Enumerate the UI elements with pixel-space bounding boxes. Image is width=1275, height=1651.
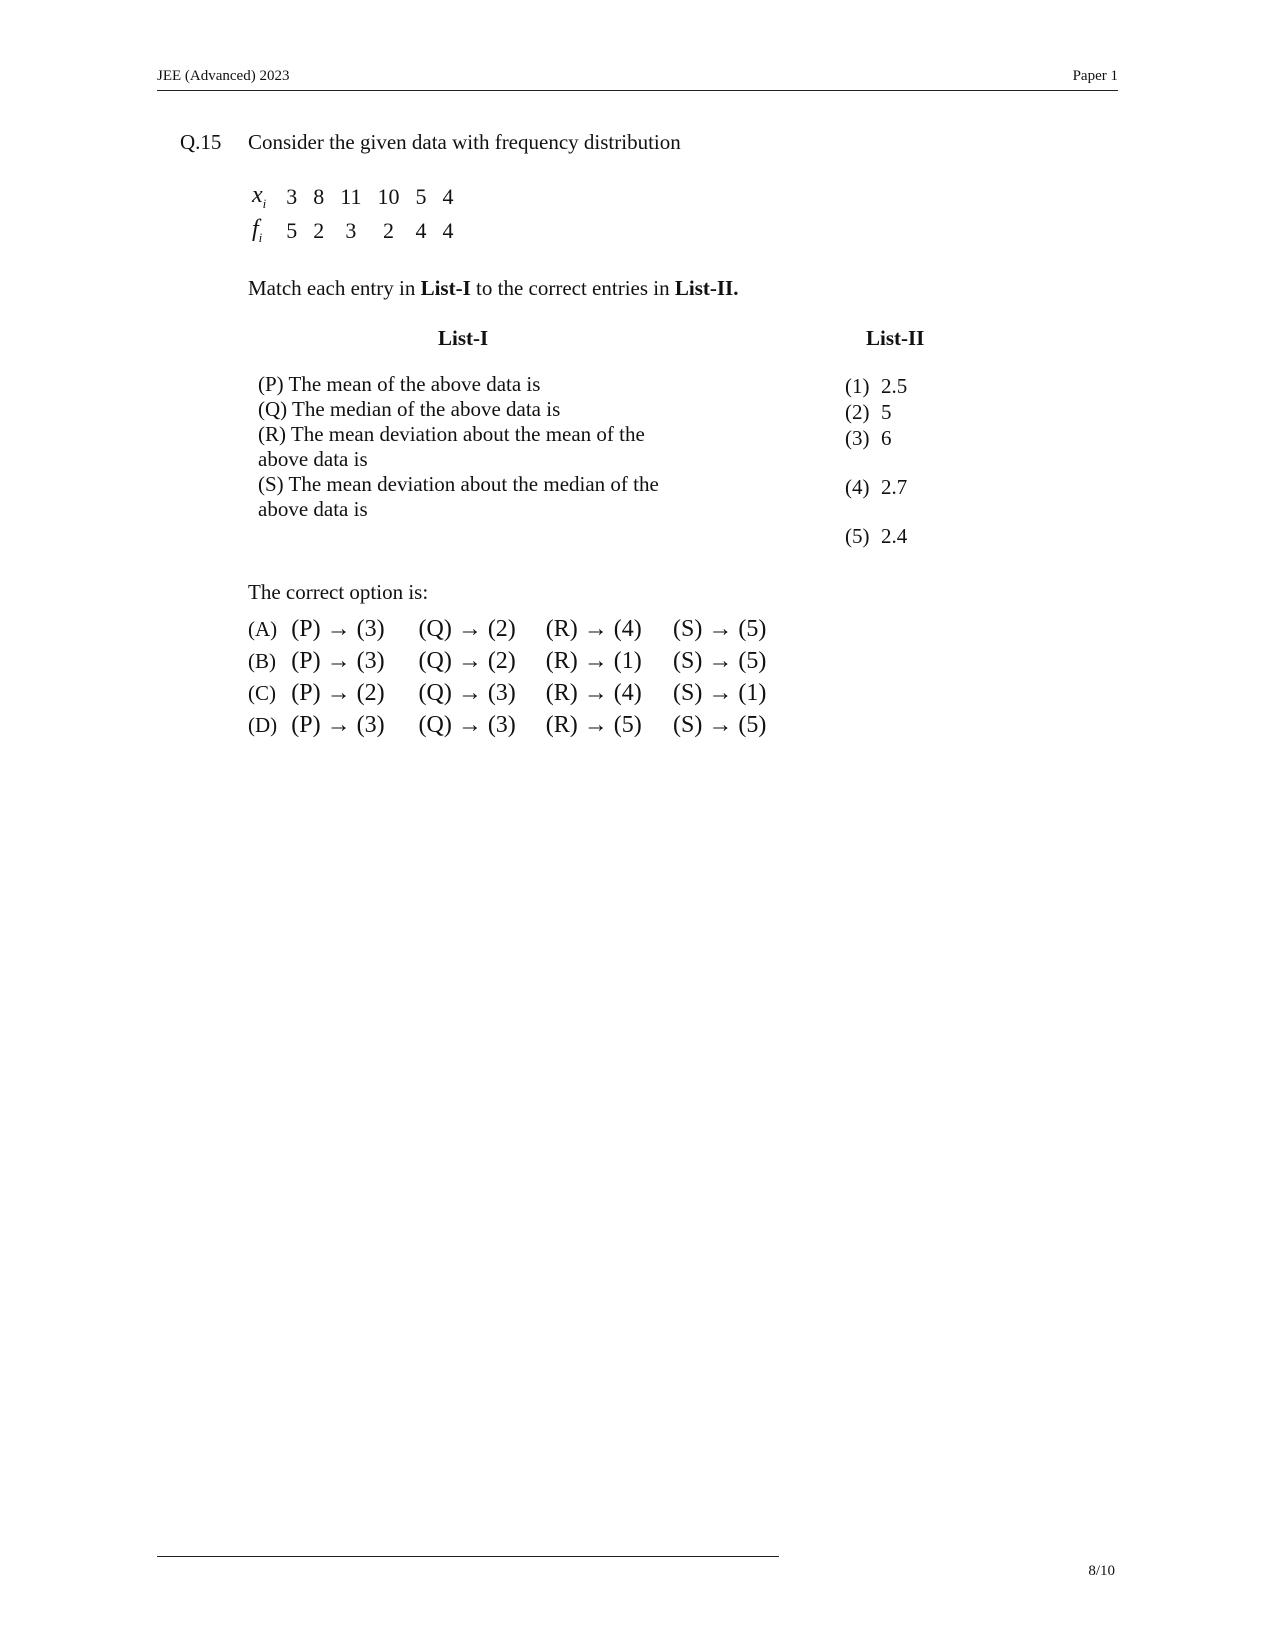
option-pair: (S) → (1) xyxy=(673,680,767,706)
option-label: (C) xyxy=(248,681,276,705)
x-value: 3 xyxy=(286,184,298,209)
x-value: 5 xyxy=(415,184,427,209)
x-value: 8 xyxy=(313,184,325,209)
option-a[interactable] xyxy=(248,613,795,645)
x-label: $x_i$ xyxy=(252,182,267,211)
option-pair: (S) → (5) xyxy=(673,648,767,674)
list1-item-q: (Q) The median of the above data is xyxy=(258,397,561,421)
f-value: 2 xyxy=(313,218,325,243)
list2-item-5: (5) 2.4 xyxy=(845,524,908,548)
option-pair: (Q) → (3) xyxy=(418,712,516,738)
option-pair: (Q) → (3) xyxy=(418,680,516,706)
footer-rule xyxy=(157,1556,779,1557)
option-pair: (R) → (1) xyxy=(545,648,642,674)
x-value: 4 xyxy=(442,184,454,209)
x-value: 11 xyxy=(340,184,362,209)
f-value: 2 xyxy=(382,218,394,243)
frequency-table xyxy=(250,180,461,248)
header-exam-title: JEE (Advanced) 2023 xyxy=(157,68,290,84)
option-pair: (S) → (5) xyxy=(673,712,767,738)
option-pair: (P) → (2) xyxy=(291,680,385,706)
option-pair: (S) → (5) xyxy=(673,616,767,642)
f-value: 4 xyxy=(442,218,454,243)
option-b[interactable] xyxy=(248,645,795,677)
list1-item-r: (R) The mean deviation about the mean of the above data is xyxy=(258,422,645,471)
correct-option-label: The correct option is: xyxy=(248,580,429,604)
list2-heading: List-II xyxy=(866,326,925,350)
x-row xyxy=(250,180,461,214)
list2-item-3: (3) 6 xyxy=(845,426,892,450)
f-value: 3 xyxy=(345,218,357,243)
list2-item-1: (1) 2.5 xyxy=(845,374,908,398)
header-rule xyxy=(157,90,1118,91)
option-c[interactable] xyxy=(248,677,795,709)
x-value: 10 xyxy=(377,184,400,209)
option-pair: (R) → (5) xyxy=(545,712,642,738)
list1-heading: List-I xyxy=(438,326,489,350)
option-pair: (P) → (3) xyxy=(291,712,385,738)
option-d[interactable] xyxy=(248,709,795,741)
option-pair: (Q) → (2) xyxy=(418,648,516,674)
option-pair: (P) → (3) xyxy=(291,648,385,674)
question-text: Consider the given data with frequency distribution xyxy=(248,130,681,154)
f-value: 5 xyxy=(286,218,298,243)
f-label: $f_i$ xyxy=(252,216,263,245)
option-pair: (R) → (4) xyxy=(545,616,642,642)
option-label: (A) xyxy=(248,617,278,641)
f-value: 4 xyxy=(415,218,427,243)
option-pair: (R) → (4) xyxy=(545,680,642,706)
option-pair: (Q) → (2) xyxy=(418,616,516,642)
list2-item-4: (4) 2.7 xyxy=(845,475,908,499)
header-paper-label: Paper 1 xyxy=(1072,68,1118,84)
option-label: (B) xyxy=(248,649,276,673)
list1-item-s: (S) The mean deviation about the median of the above data is xyxy=(258,472,659,521)
page-number: 8/10 xyxy=(1088,1563,1115,1579)
question-number: Q.15 xyxy=(180,130,222,154)
option-pair: (P) → (3) xyxy=(291,616,385,642)
f-row xyxy=(250,214,461,248)
list2-item-2: (2) 5 xyxy=(845,400,892,424)
list1-item-p: (P) The mean of the above data is xyxy=(258,372,541,396)
option-label: (D) xyxy=(248,713,278,737)
match-instruction: Match each entry in List-I to the correct entries in List-II. xyxy=(248,276,739,300)
